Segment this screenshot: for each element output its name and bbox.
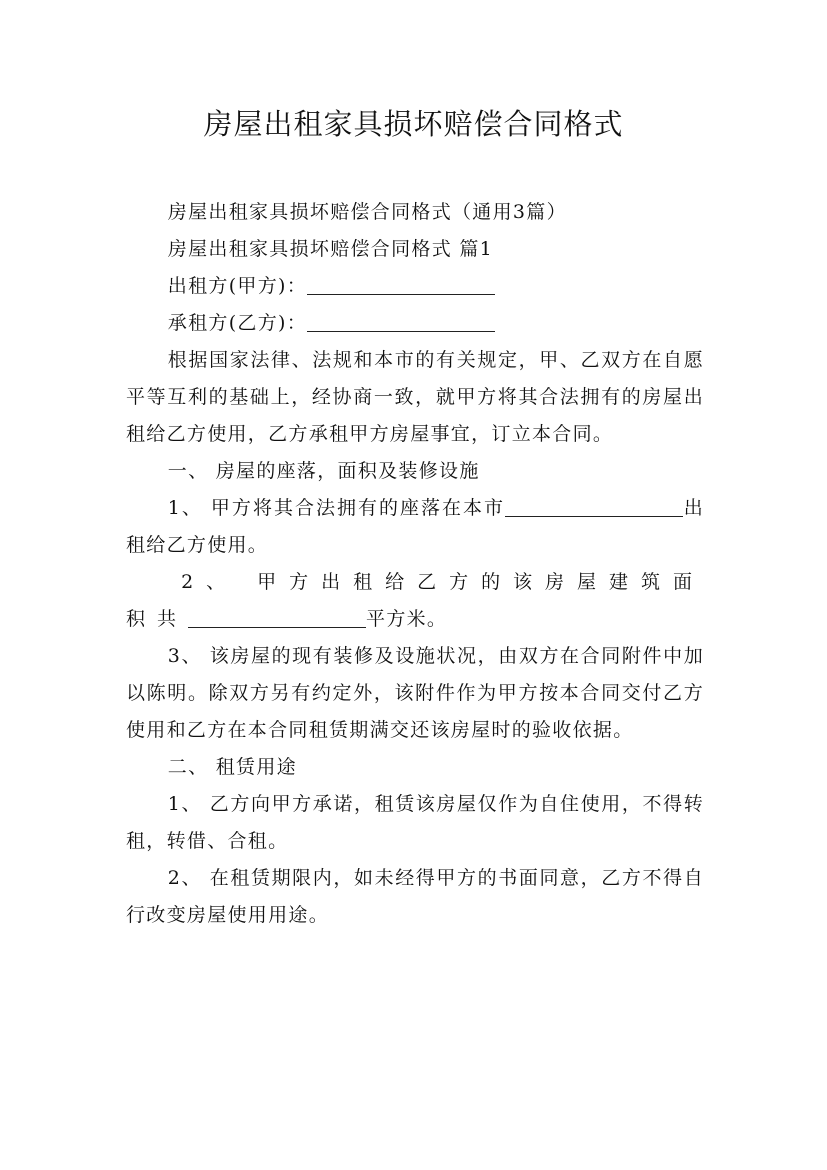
paragraph-area [126,564,704,638]
paragraph-heading-one: 一、 房屋的座落，面积及装修设施 [167,460,480,482]
paragraph-use-2: 2、 在租赁期限内，如未经得甲方的书面同意，乙方不得自行改变房屋使用用途。 [126,867,704,926]
paragraph-use-1: 1、 乙方向甲方承诺，租赁该房屋仅作为自住使用，不得转租，转借、合租。 [126,793,704,852]
paragraph-facilities: 3、 该房屋的现有装修及设施状况，由双方在合同附件中加以陈明。除双方另有约定外，该附件作为甲方按本合同交付乙方使用和乙方在本合同租赁期满交还该房屋时的验收依据。 [126,645,704,741]
location-blank [505,494,683,517]
location-text: 1、 甲方将其合法拥有的座落在本市 [167,497,505,519]
paragraph-lessor [126,268,704,305]
paragraph-subtitle: 房屋出租家具损坏赔偿合同格式（通用3篇） [167,201,567,223]
area-text: 2、 甲方出租给乙方的该房屋建筑面积共 [126,571,704,630]
paragraph-preamble: 根据国家法律、法规和本市的有关规定，甲、乙双方在自愿平等互利的基础上，经协商一致，就甲方将其合法拥有的房屋出租给乙方使用，乙方承租甲方房屋事宜，订立本合同。 [126,349,704,445]
paragraph-location [126,490,704,564]
lessee-blank [307,309,495,332]
location-tail: 出租给乙方使用。 [126,497,704,556]
paragraph-section-heading: 房屋出租家具损坏赔偿合同格式 篇1 [167,238,494,260]
area-tail: 平方米。 [366,608,448,630]
document-body [126,194,704,934]
paragraph-heading-two: 二、 租赁用途 [167,756,297,778]
lessee-label: 承租方(乙方)： [167,312,308,334]
paragraph-lessee [126,305,704,342]
document-title: 房屋出租家具损坏赔偿合同格式 [203,107,624,141]
lessor-label: 出租方(甲方)： [167,275,308,297]
area-blank [188,605,366,628]
lessor-blank [307,272,495,295]
